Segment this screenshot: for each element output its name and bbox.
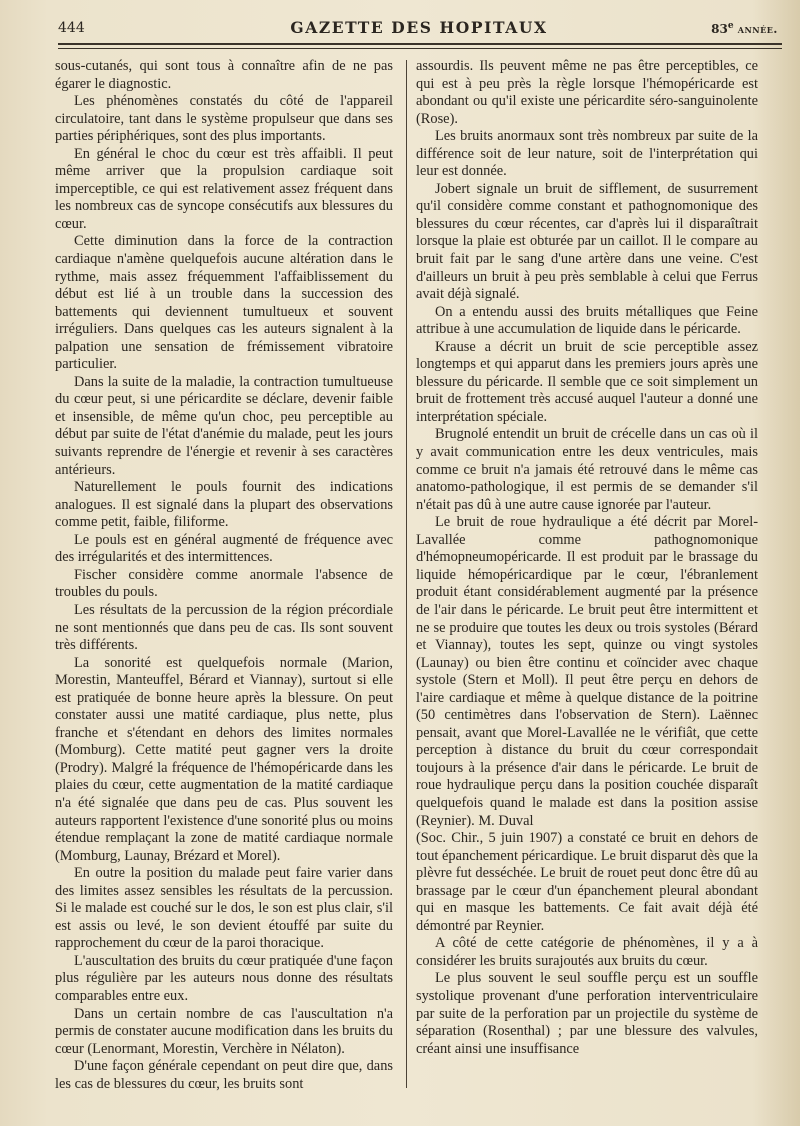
paragraph: En général le choc du cœur est très affaibli. Il peut même arriver que la propulsion cardiaque soit imperceptible, ce qui est relativement assez fréquent dans les nombreux cas de syncope consécutifs aux blessures du cœur. [55, 145, 393, 232]
year-number: 83 [711, 22, 728, 36]
paragraph: A côté de cette catégorie de phénomènes, il y a à considérer les bruits surajoutés aux bruits du cœur. [416, 935, 758, 969]
paragraph: Naturellement le pouls fournit des indications analogues. Il est signalé dans la plupart des observations comme petit, faible, filiforme. [55, 479, 393, 531]
paragraph: Les phénomènes constatés du côté de l'appareil circulatoire, tant dans le système propulseur que dans ses parties périphériques, sont des plus importants. [55, 93, 393, 145]
paragraph: Krause a décrit un bruit de scie perceptible assez longtemps et qui apparut dans les premiers jours après une blessure du péricarde. Il semble que ce soit simplement un bruit de frottement très accusé auquel l'auteur a donné une interprétation spéciale. [416, 338, 758, 425]
page-number: 444 [58, 20, 85, 36]
paragraph: Les bruits anormaux sont très nombreux par suite de la différence soit de leur nature, soit de l'interprétation qui leur est donnée. [416, 128, 758, 180]
paragraph: D'une façon générale cependant on peut dire que, dans les cas de blessures du cœur, les bruits sont [55, 1058, 393, 1092]
paragraph: Jobert signale un bruit de sifflement, de susurrement qu'il considère comme constant et pathognomonique des blessures du cœur récentes, car d'après lui il disparaîtrait lorsque la plaie est obturée par un caillot. Il le compare au bruit fait par le sang d'une artère dans une veine. C'est d'ailleurs un bruit à peu près semblable à celui que Ferrus avait déjà signalé. [416, 180, 758, 303]
paragraph: Dans un certain nombre de cas l'auscultation n'a permis de constater aucune modification dans les bruits du cœur (Lenormant, Morestin, Verchère in Nélaton). [55, 1005, 393, 1057]
header-rule-thick [58, 43, 782, 45]
running-header [58, 20, 780, 44]
paragraph: Cette diminution dans la force de la contraction cardiaque n'amène quelquefois aucune altération dans le rythme, mais assez fréquemment l'affaiblissement du début est lié à un trouble dans la succession des battements qui deviennent tumultueux et souvent irréguliers. Dans quelques cas les auteurs signalent à la palpation une sensation de frémissement vibratoire particulier. [55, 233, 393, 373]
paragraph: Le pouls est en général augmenté de fréquence avec des irrégularités et des intermittences. [55, 531, 393, 566]
paragraph: Brugnolé entendit un bruit de crécelle dans un cas où il y avait communication entre les deux ventricules, mais comme ce bruit n'a jamais été retrouvé dans le même cas anatomo-pathologique, il est permis de se demander s'il n'était pas dû à une autre cause ignorée par l'auteur. [416, 426, 758, 513]
year-label: année. [737, 22, 778, 36]
paragraph: sous-cutanés, qui sont tous à connaître afin de ne pas égarer le diagnostic. [55, 58, 393, 92]
header-rule-thin [58, 48, 782, 49]
left-column [55, 58, 393, 1093]
right-column [416, 58, 758, 1058]
journal-title: GAZETTE DES HOPITAUX [290, 18, 548, 37]
paragraph: La sonorité est quelquefois normale (Marion, Morestin, Manteuffel, Bérard et Viannay), surtout si elle est pratiquée de bonne heure après la blessure. On peut constater aussi une matité cardiaque, plus nette, plus franche et s'étendant en dehors des limites normales (Momburg). Cette matité peut gagner vers la droite (Prodry). Malgré la fréquence de l'hémopéricarde dans les plaies du cœur, cette augmentation de la matité cardiaque n'a été signalée que dans peu de cas. Plus souvent les auteurs rapportent l'existence d'une sonorité plus ou moins étendue remplaçant la zone de matité cardiaque normale (Momburg, Launay, Brézard et Morel). [55, 654, 393, 864]
paragraph: L'auscultation des bruits du cœur pratiquée d'une façon plus régulière par les auteurs nous donne des résultats comparables entre eux. [55, 952, 393, 1004]
paragraph: On a entendu aussi des bruits métalliques que Feine attribue à une accumulation de liquide dans le péricarde. [416, 303, 758, 338]
paragraph: Les résultats de la percussion de la région précordiale ne sont mentionnés que dans peu de cas. Ils sont souvent très différents. [55, 601, 393, 654]
column-divider [406, 60, 407, 1088]
paragraph: assourdis. Ils peuvent même ne pas être perceptibles, ce qui est à peu près la règle lorsque l'hémopéricarde est abondant ou qu'il existe une péricardite séro-sanguinolente (Rose). [416, 58, 758, 127]
paragraph: Fischer considère comme anormale l'absence de troubles du pouls. [55, 566, 393, 601]
paragraph: Le plus souvent le seul souffle perçu est un souffle systolique provenant d'une perforation interventriculaire par suite de la perforation par un projectile du système de séparation (Rosenthal) ; par une blessure des valvules, créant ainsi une insuffisance [416, 970, 758, 1057]
paragraph: (Soc. Chir., 5 juin 1907) a constaté ce bruit en dehors de tout épanchement péricardique. Le bruit disparut dès que la plèvre fut desséchée. Le bruit de rouet peut donc être dû au brassage par le cœur d'un épanchement pleural abondant qui en masque les battements. Ce fait avait déjà été démontré par Reynier. [416, 830, 758, 934]
volume-year [711, 21, 778, 36]
year-superscript: e [727, 21, 734, 31]
paragraph: Le bruit de roue hydraulique a été décrit par Morel-Lavallée comme pathognomonique d'hémopneumopéricarde. Il est produit par le brassage du liquide hémopéricardique par le cœur, l'ébranlement produit étant considérablement augmenté par la présence de l'air dans le péricarde. Le bruit peut être intermittent et ne se produire que toutes les deux ou trois systoles (Bérard et Viannay), toutes les sept, quinze ou vingt systoles (Launay) ou bien être continu et coïncider avec chaque systole (Stern et Moll). Il peut être perçu en dehors de l'aire cardiaque et même à quelque distance de la poitrine (50 centimètres dans l'observation de Stern). Laënnec pensait, avant que Morel-Lavallée ne le vérifiât, que cette perception à distance du bruit du cœur correspondait toujours à la présence d'air dans le péricarde. Le bruit de roue hydraulique perçu dans la position couchée disparaît quelquefois quand le malade est dans la position assise (Reynier). M. Duval [416, 514, 758, 829]
paragraph: Dans la suite de la maladie, la contraction tumultueuse du cœur peut, si une péricardite se déclare, devenir faible et insensible, de même qu'un choc, peu perceptible au début par suite de l'état d'anémie du malade, peut les jours suivants reprendre de l'énergie et revenir à ses caractères antérieurs. [55, 373, 393, 478]
paragraph: En outre la position du malade peut faire varier dans des limites assez sensibles les résultats de la percussion. Si le malade est couché sur le dos, le son est plus clair, s'il est assis ou levé, le son devient étouffé par suite du rapprochement du cœur de la paroi thoracique. [55, 865, 393, 952]
